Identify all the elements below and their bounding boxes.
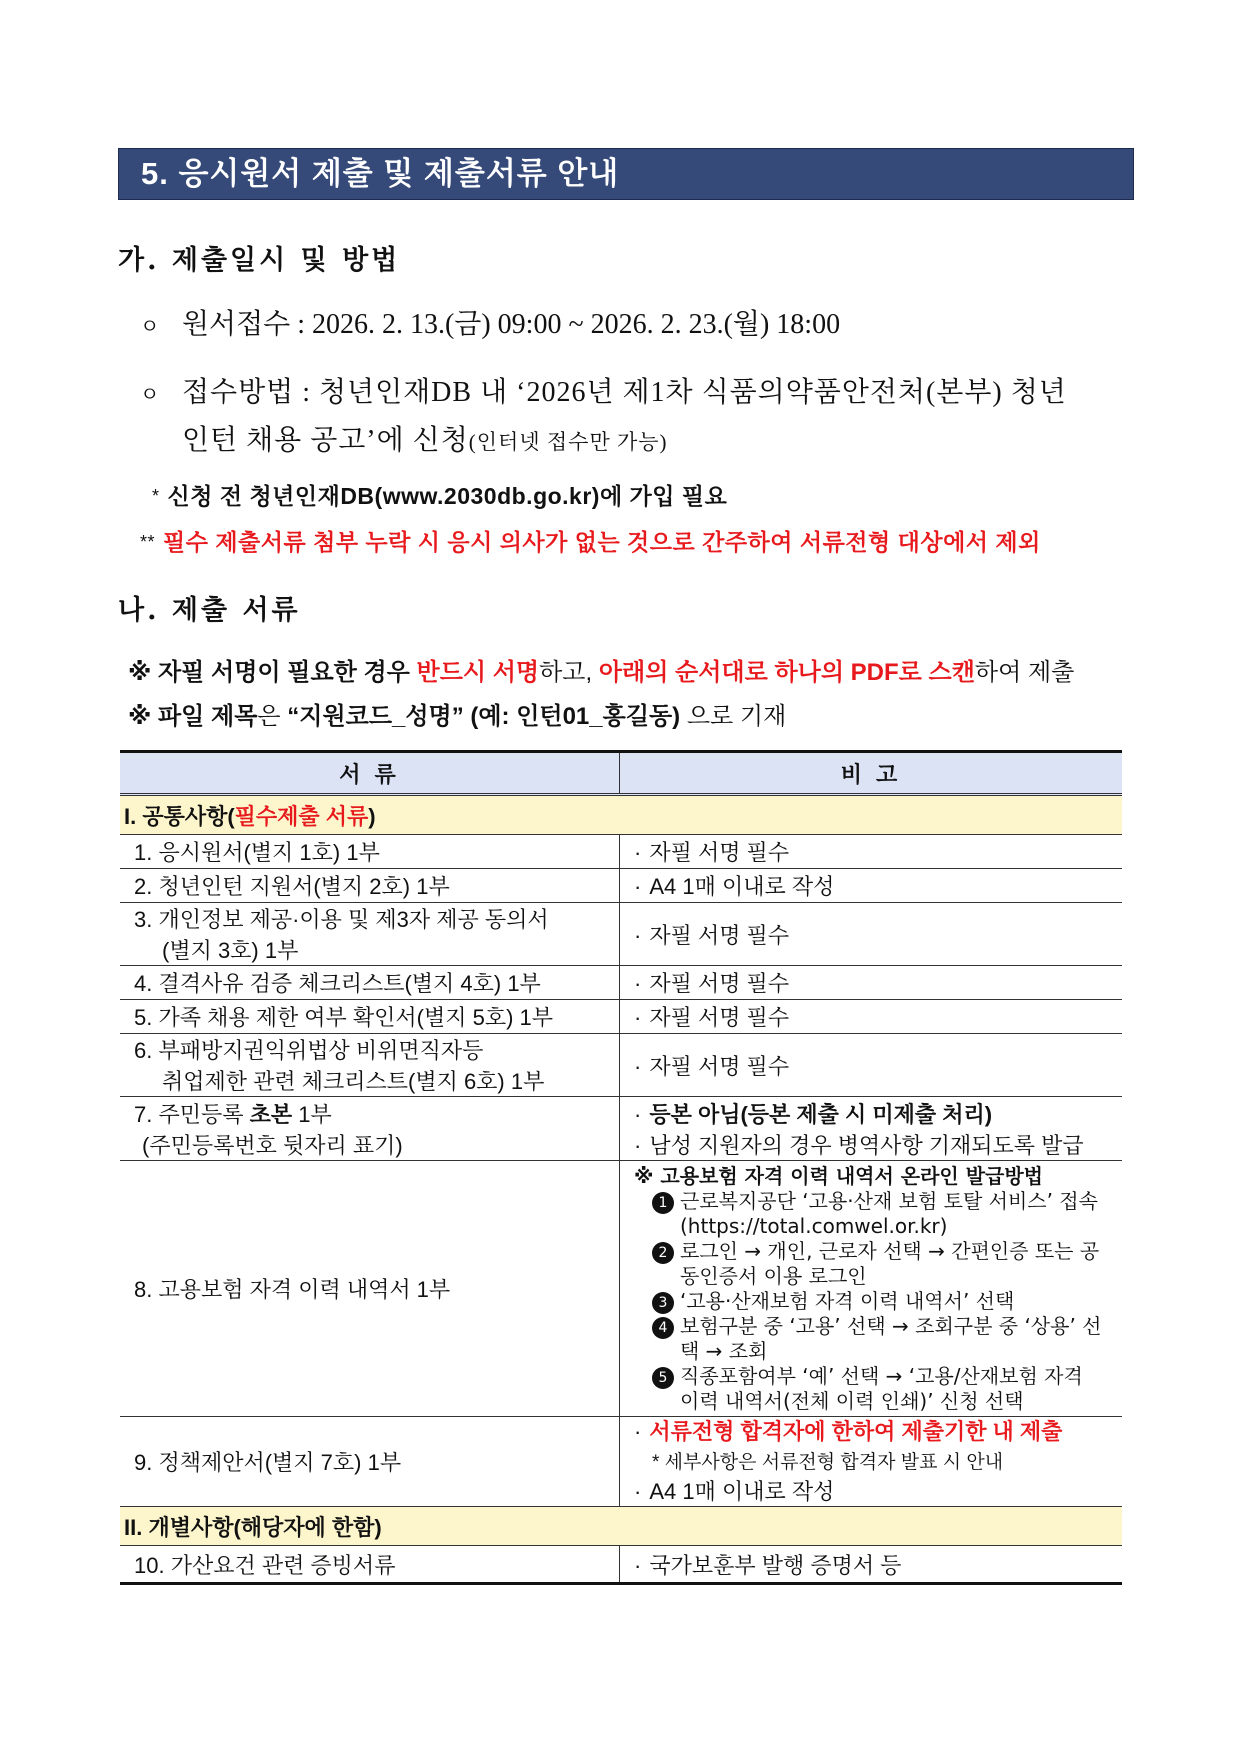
category-row-common: [120, 795, 1122, 835]
doc-text: (별지 3호) 1부: [162, 938, 299, 963]
dot-bullet: ·: [634, 874, 642, 899]
section-title-bar: [118, 148, 1134, 200]
doc-text: (주민등록번호 뒷자리 표기): [142, 1132, 403, 1158]
note-cell: [620, 1097, 1123, 1161]
doc-text: 3. 개인정보 제공·이용 및 제3자 제공 동의서: [134, 907, 549, 932]
note-cell-guide: [620, 1161, 1123, 1417]
guide-text: ※ 자필 서명이 필요한 경우: [128, 659, 417, 686]
circled-number-3-icon: 3: [652, 1292, 674, 1314]
doc-cell: 5. 가족 채용 제한 여부 확인서(별지 5호) 1부: [120, 1000, 620, 1034]
documents-table: [120, 750, 1122, 1585]
dot-bullet: ·: [634, 971, 642, 996]
guide-text: 하고,: [539, 659, 599, 686]
dot-bullet: ·: [634, 1132, 642, 1158]
doc-cell: 8. 고용보험 자격 이력 내역서 1부: [120, 1161, 620, 1417]
dot-bullet: ·: [634, 1005, 642, 1030]
dot-bullet: ·: [634, 1479, 642, 1504]
note-cell: [620, 903, 1123, 966]
section-title: 5. 응시원서 제출 및 제출서류 안내: [141, 156, 620, 191]
note-text: 자필 서명 필수: [649, 922, 790, 948]
table-row: [120, 1161, 1122, 1417]
application-method-label: 접수방법: [182, 377, 295, 408]
guide-signature: [128, 652, 1074, 687]
separator: :: [290, 309, 312, 340]
internet-only-note: (인터넷 접수만 가능): [468, 430, 668, 454]
table-row: [120, 1097, 1122, 1161]
step-text: 직종포함여부 ‘예’ 선택 → ‘고용/산재보험 자격 이력 내역서(전체 이력 인쇄)’ 신청 선택: [680, 1363, 1083, 1413]
guide-step: [650, 1239, 1108, 1289]
guide-step: [650, 1364, 1108, 1414]
table-header-row: [120, 752, 1122, 795]
guide-highlight: 아래의 순서대로 하나의 PDF로 스캔: [598, 659, 975, 686]
doc-cell: 4. 결격사유 검증 체크리스트(별지 4호) 1부: [120, 966, 620, 1000]
note-cell: [620, 869, 1123, 903]
note-cell: [620, 835, 1123, 869]
table-row: [120, 966, 1122, 1000]
note-text: A4 1매 이내로 작성: [649, 1479, 835, 1504]
note-cell: [620, 1417, 1123, 1507]
table-row: [120, 869, 1122, 903]
doc-cell: [120, 1034, 620, 1097]
guide-highlight: 반드시 서명: [416, 659, 540, 686]
note-text: 자필 서명 필수: [649, 971, 790, 996]
guide-step: [650, 1289, 1108, 1314]
dot-bullet: ·: [634, 1053, 642, 1079]
note-text: 남성 지원자의 경우 병역사항 기재되도록 발급: [649, 1132, 1084, 1158]
dot-bullet: ·: [634, 922, 642, 948]
note-text: 자필 서명 필수: [649, 1053, 790, 1079]
table-row: [120, 1000, 1122, 1034]
note-subtext: * 세부사항은 서류전형 합격자 발표 시 안내: [652, 1452, 1004, 1473]
header-documents: 서 류: [120, 752, 620, 795]
table-row: [120, 1546, 1122, 1584]
application-method-value-cont: 인턴 채용 공고’에 신청: [182, 425, 469, 456]
circled-number-2-icon: 2: [652, 1242, 674, 1264]
note-text-bold: 등본 아님(등본 제출 시 미제출 처리): [649, 1101, 993, 1127]
guide-text: 은: [257, 703, 288, 730]
doc-cell: [120, 903, 620, 966]
application-period-line: [140, 302, 840, 342]
table-row: [120, 903, 1122, 966]
note-cell: [620, 1000, 1123, 1034]
doc-cell: 9. 정책제안서(별지 7호) 1부: [120, 1417, 620, 1507]
application-period-value: 2026. 2. 13.(금) 09:00 ~ 2026. 2. 23.(월) 18:00: [311, 309, 841, 340]
application-method-line: [140, 370, 1067, 410]
doc-cell: 2. 청년인턴 지원서(별지 2호) 1부: [120, 869, 620, 903]
category-row-individual: [120, 1507, 1122, 1546]
category-common: [120, 795, 1122, 835]
note-cell: [620, 966, 1123, 1000]
application-period-label: 원서접수: [182, 309, 291, 340]
circle-bullet-icon: ㅇ: [140, 314, 160, 338]
guide-text: 하여 제출: [974, 659, 1075, 686]
note-registration-text: 신청 전 청년인재DB(www.2030db.go.kr)에 가입 필요: [167, 483, 728, 509]
category-individual: II. 개별사항(해당자에 한함): [120, 1507, 1122, 1546]
filename-format: “지원코드_성명” (예: 인턴01_홍길동): [287, 703, 681, 730]
doc-text: 7. 주민등록: [134, 1101, 250, 1127]
application-method-line2: [182, 418, 668, 458]
table-row: [120, 835, 1122, 869]
dot-bullet: ·: [634, 1419, 642, 1444]
table-row: [120, 1417, 1122, 1507]
step-text: ‘고용·산재보험 자격 이력 내역서’ 선택: [680, 1288, 1015, 1313]
doc-cell: 1. 응시원서(별지 1호) 1부: [120, 835, 620, 869]
application-method-value: 청년인재DB 내 ‘2026년 제1차 식품의약품안전처(본부) 청년: [318, 377, 1067, 408]
step-text: 로그인 → 개인, 근로자 선택 → 간편인증 또는 공동인증서 이용 로그인: [680, 1238, 1100, 1288]
category-label: I. 공통사항(: [124, 803, 235, 829]
guide-step: [650, 1314, 1108, 1364]
note-cell: [620, 1034, 1123, 1097]
table-row: [120, 1034, 1122, 1097]
guide-filename: [128, 696, 786, 731]
note-text: A4 1매 이내로 작성: [649, 874, 835, 899]
note-text: 국가보훈부 발행 증명서 등: [649, 1552, 902, 1578]
step-text: 보험구분 중 ‘고용’ 선택 → 조회구분 중 ‘상용’ 선택 → 조회: [680, 1313, 1102, 1363]
double-asterisk-marker: **: [140, 532, 156, 552]
note-text: 자필 서명 필수: [649, 840, 790, 865]
category-label: ): [368, 803, 376, 829]
separator: :: [294, 377, 319, 408]
circled-number-1-icon: 1: [652, 1192, 674, 1214]
doc-text: 1부: [292, 1101, 332, 1127]
note-exclusion: [140, 524, 1041, 557]
note-registration: [152, 478, 727, 511]
circled-number-5-icon: 5: [652, 1367, 674, 1389]
guide-text: ※ 파일 제목: [128, 703, 258, 730]
part-a-heading: 가. 제출일시 및 방법: [118, 245, 401, 276]
part-b-heading: 나. 제출 서류: [118, 595, 301, 626]
dot-bullet: ·: [634, 1101, 642, 1127]
dot-bullet: ·: [634, 1552, 642, 1578]
note-text-highlight: 서류전형 합격자에 한하여 제출기한 내 제출: [649, 1419, 1063, 1444]
note-cell: [620, 1546, 1123, 1584]
dot-bullet: ·: [634, 840, 642, 865]
asterisk-marker: *: [152, 486, 160, 506]
category-label-required: 필수제출 서류: [234, 803, 369, 829]
doc-text: 취업제한 관련 체크리스트(별지 6호) 1부: [162, 1069, 545, 1094]
step-text: 근로복지공단 ‘고용·산재 보험 토탈 서비스’ 접속 (https://total.comwel.or.kr): [680, 1188, 1098, 1238]
circle-bullet-icon: ㅇ: [140, 382, 161, 406]
doc-cell: 10. 가산요건 관련 증빙서류: [120, 1546, 620, 1584]
issuance-guide-title: ※ 고용보험 자격 이력 내역서 온라인 발급방법: [634, 1163, 1043, 1188]
circled-number-4-icon: 4: [652, 1317, 674, 1339]
doc-text: 6. 부패방지권익위법상 비위면직자등: [134, 1038, 484, 1063]
doc-emphasis: 초본: [249, 1101, 293, 1127]
note-exclusion-text: 필수 제출서류 첨부 누락 시 응시 의사가 없는 것으로 간주하여 서류전형 대상에서 제외: [163, 529, 1041, 555]
note-text: 자필 서명 필수: [649, 1005, 790, 1030]
guide-text: 으로 기재: [680, 703, 787, 730]
header-remarks: 비 고: [620, 752, 1123, 795]
doc-cell: [120, 1097, 620, 1161]
guide-step: [650, 1189, 1108, 1239]
